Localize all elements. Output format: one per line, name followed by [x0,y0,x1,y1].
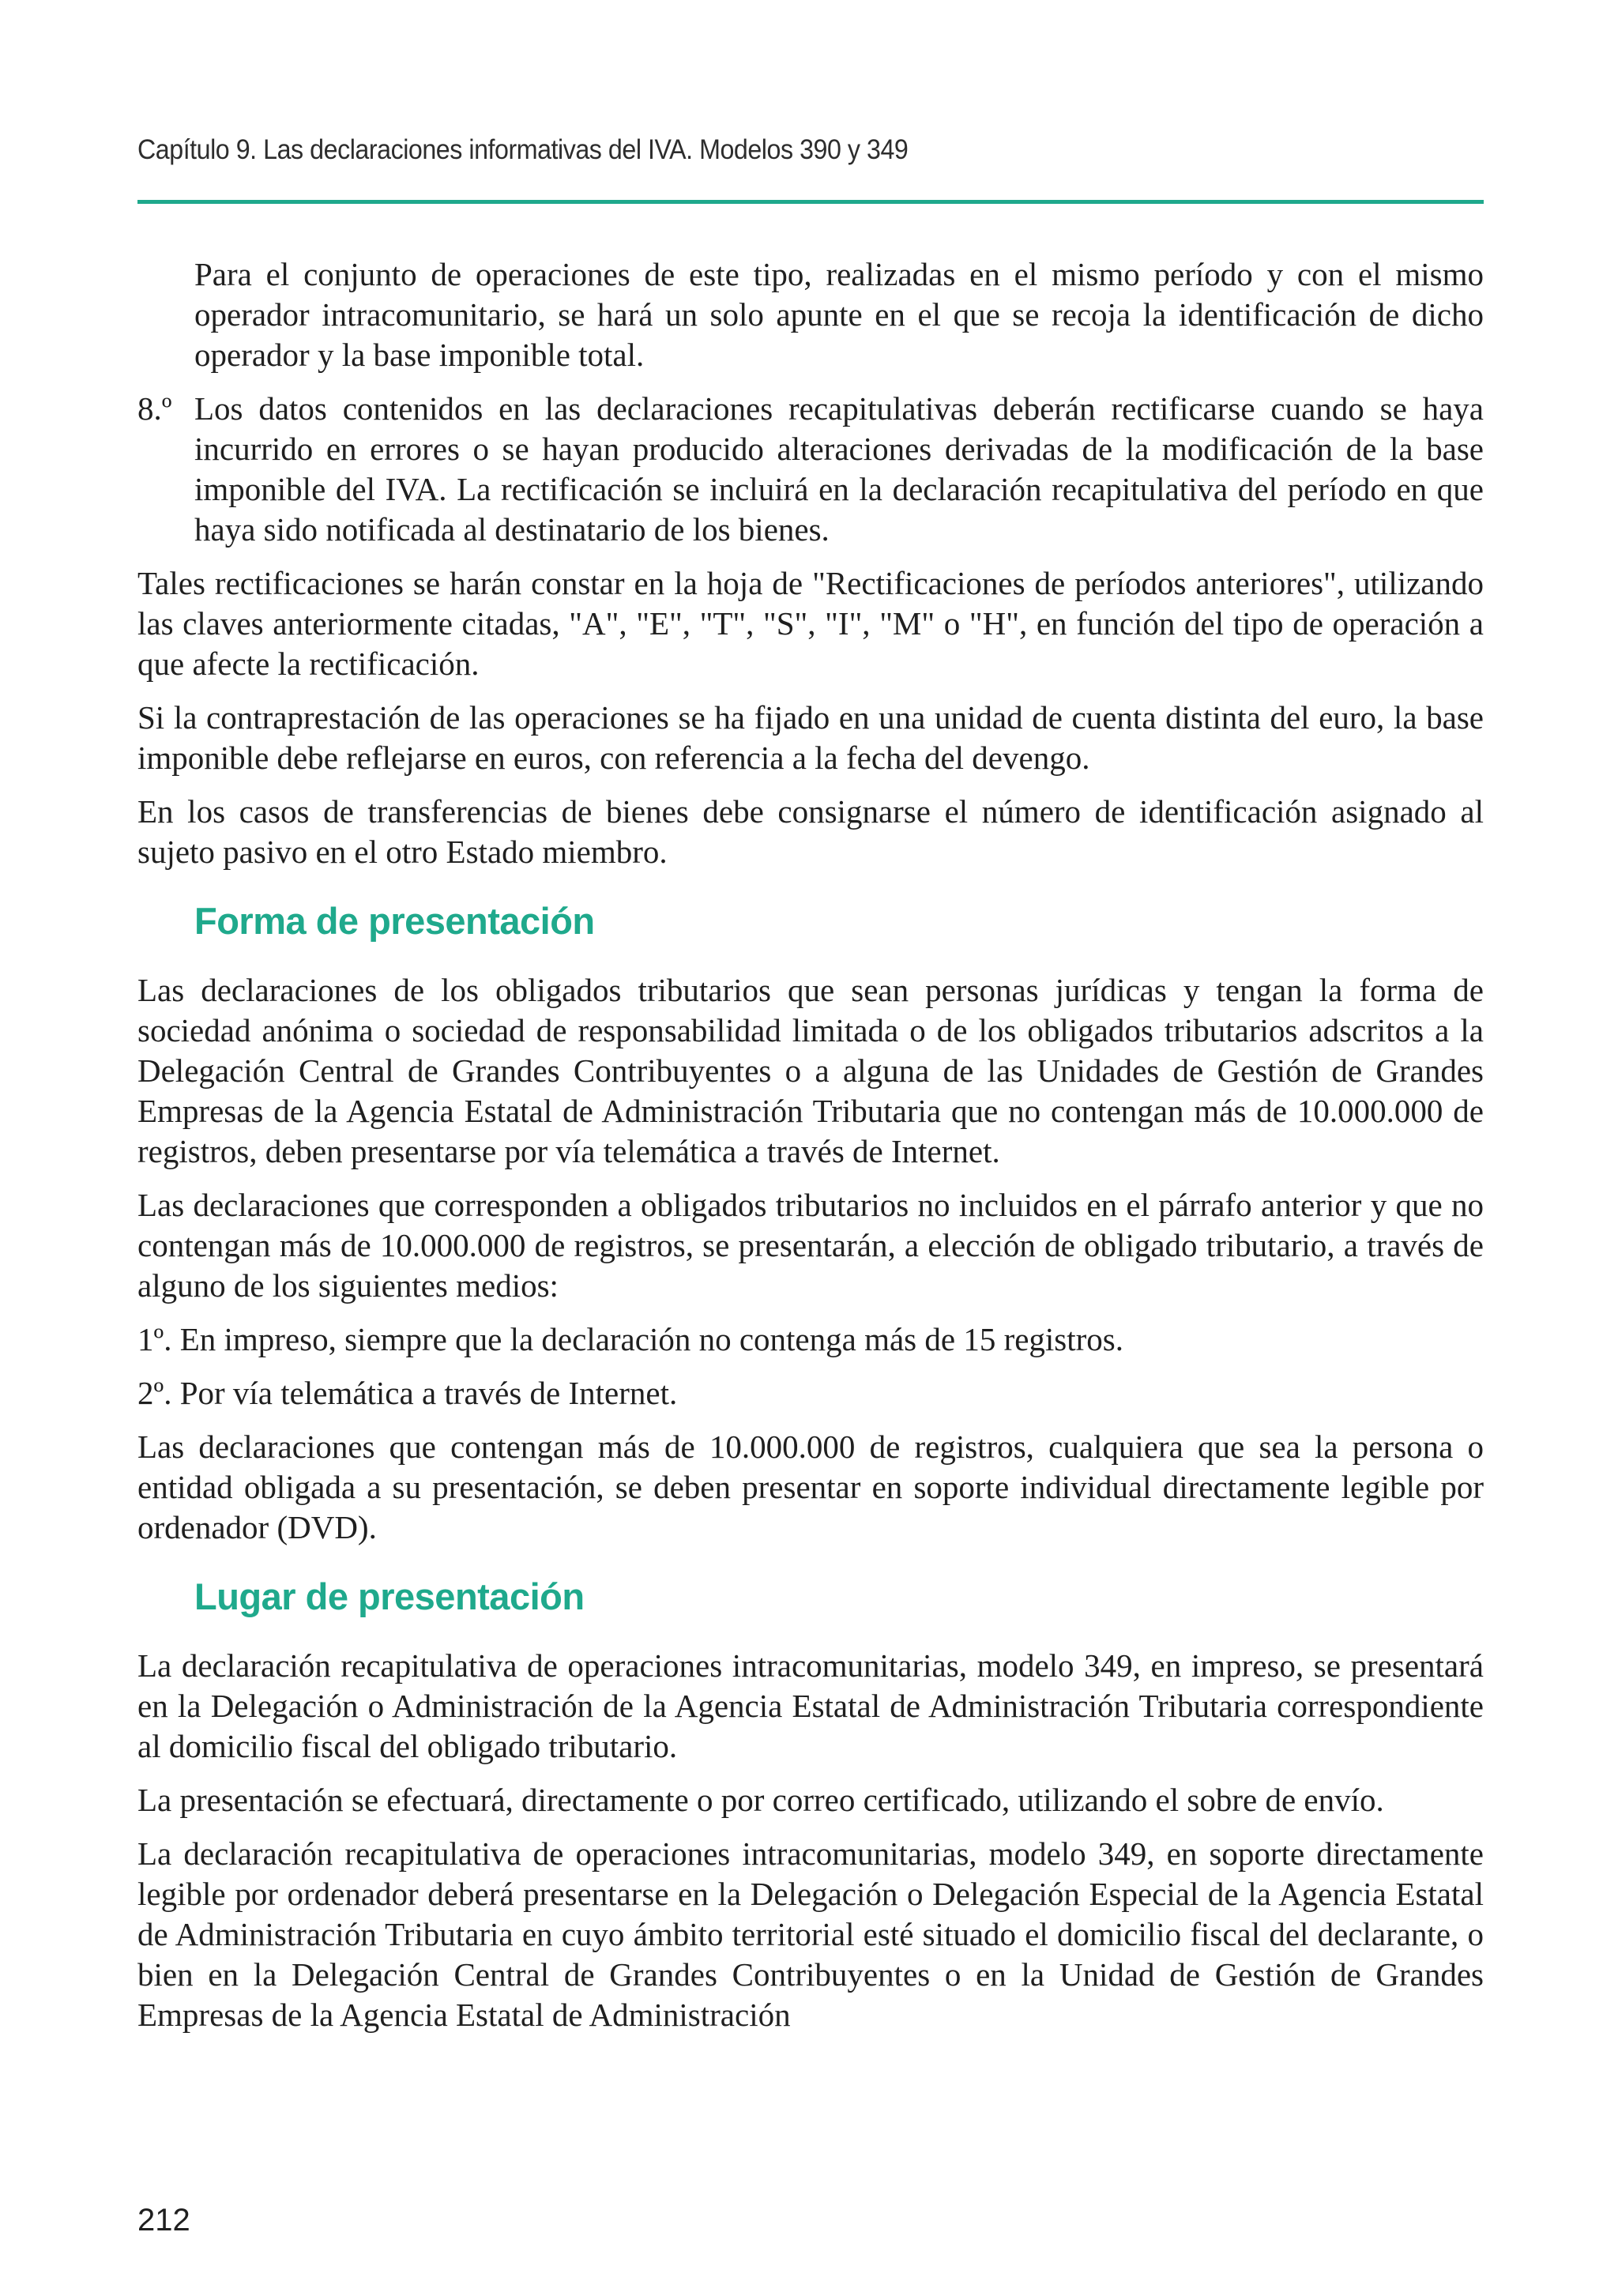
paragraph-forma-2: Las declaraciones que corresponden a obligados tributarios no incluidos en el párrafo anterior y que no contengan más de 10.000.000 de registros, se presentarán, a elección de obligado tributario, a través de alguno de los siguientes medios: [137,1187,1484,1304]
list-item-telematica: 2º. Por vía telemática a través de Internet. [137,1375,678,1411]
numbered-item-8 [137,389,1484,550]
paragraph-lugar-2: La presentación se efectuará, directamente o por correo certificado, utilizando el sobre de envío. [137,1782,1384,1818]
item-marker: 8.º [137,390,172,427]
page-content [137,254,1484,2049]
header-rule [137,200,1484,204]
section-heading-forma: Forma de presentación [194,900,595,942]
paragraph-rectificaciones: Tales rectificaciones se harán constar en la hoja de "Rectificaciones de períodos anteriores", utilizando las claves anteriormente citadas, "A", "E", "T", "S", "I", "M" o "H", en función del tipo de operación a que afecte la rectificación. [137,565,1484,682]
item-text: Los datos contenidos en las declaraciones recapitulativas deberán rectificarse cuando se haya incurrido en errores o se hayan producido alteraciones derivadas de la modificación de la base imponible del IVA. La rectificación se incluirá en la declaración recapitulativa del período en que haya sido notificada al destinatario de los bienes. [194,390,1484,548]
paragraph-forma-3: Las declaraciones que contengan más de 10.000.000 de registros, cualquiera que sea la persona o entidad obligada a su presentación, se deben presentar en soporte individual directamente legible por ordenador (DVD). [137,1428,1484,1545]
list-item-impreso: 1º. En impreso, siempre que la declaración no contenga más de 15 registros. [137,1321,1124,1357]
paragraph-forma-1: Las declaraciones de los obligados tributarios que sean personas jurídicas y tengan la forma de sociedad anónima o sociedad de responsabilidad limitada o de los obligados tributarios adscritos a la Delegación Central de Grandes Contribuyentes o a alguna de las Unidades de Gestión de Grandes Empresas de la Agencia Estatal de Administración Tributaria que no contengan más de 10.000.000 de registros, deben presentarse por vía telemática a través de Internet. [137,972,1484,1169]
paragraph-continuation: Para el conjunto de operaciones de este tipo, realizadas en el mismo período y con el mismo operador intracomunitario, se hará un solo apunte en el que se recoja la identificación de dicho operador y la base imponible total. [194,256,1484,373]
section-heading-lugar: Lugar de presentación [194,1575,585,1617]
paragraph-transferencias: En los casos de transferencias de bienes debe consignarse el número de identificación asignado al sujeto pasivo en el otro Estado miembro. [137,793,1484,870]
paragraph-contraprestacion: Si la contraprestación de las operaciones se ha fijado en una unidad de cuenta distinta del euro, la base imponible debe reflejarse en euros, con referencia a la fecha del devengo. [137,699,1484,776]
running-header: Capítulo 9. Las declaraciones informativas del IVA. Modelos 390 y 349 [137,134,909,165]
page-number: 212 [137,2203,190,2238]
paragraph-lugar-1: La declaración recapitulativa de operaciones intracomunitarias, modelo 349, en impreso, se presentará en la Delegación o Administración de la Agencia Estatal de Administración Tributaria correspondiente al domicilio fiscal del obligado tributario. [137,1647,1484,1764]
paragraph-lugar-3: La declaración recapitulativa de operaciones intracomunitarias, modelo 349, en soporte directamente legible por ordenador deberá presentarse en la Delegación o Delegación Especial de la Agencia Estatal de Administración Tributaria en cuyo ámbito territorial esté situado el domicilio fiscal del declarante, o bien en la Delegación Central de Grandes Contribuyentes o en la Unidad de Gestión de Grandes Empresas de la Agencia Estatal de Administración [137,1835,1484,2033]
